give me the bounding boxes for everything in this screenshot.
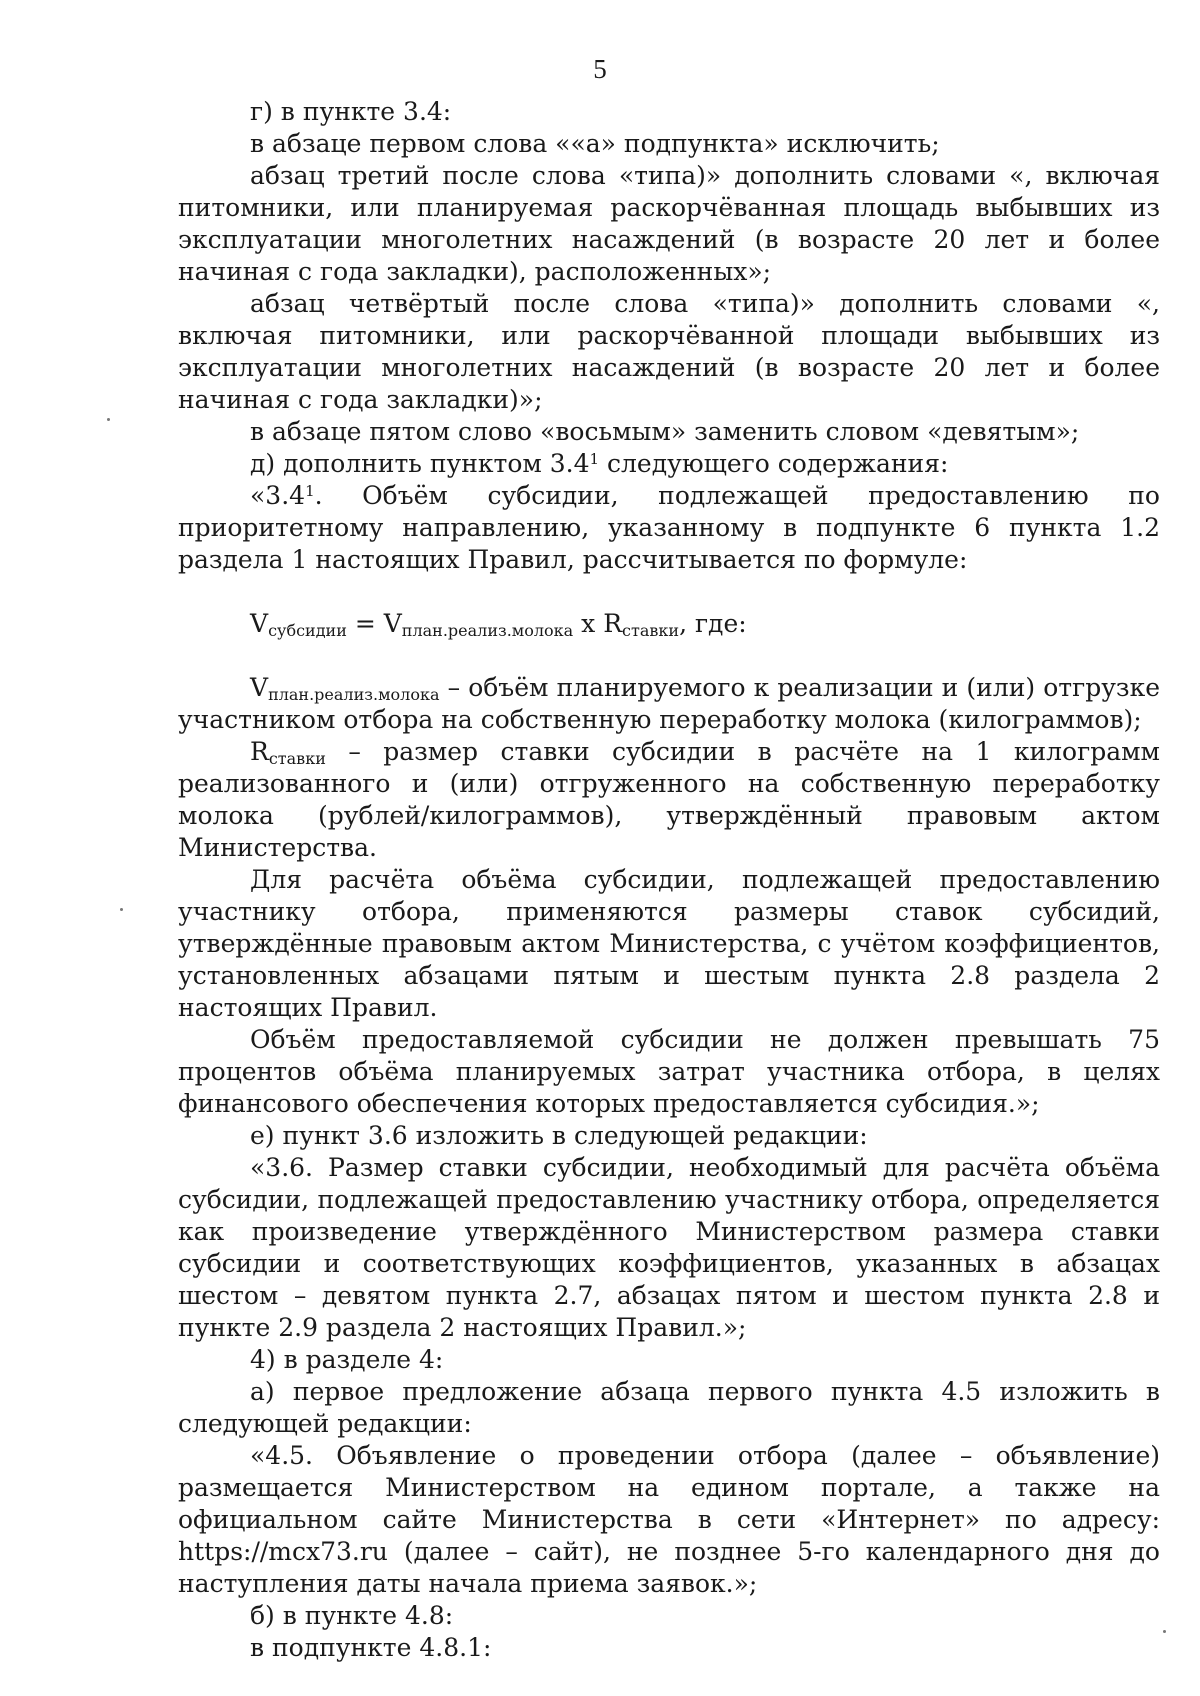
paragraph-d: д) дополнить пунктом $3.4^1$ следующего содержания: (250, 449, 949, 478)
paragraph: г) в пункте 3.4: (250, 97, 452, 126)
paragraph: Для расчёта объёма субсидии, подлежащей предоставлению участнику отбора, применяются размеры ставок субсидий, утверждённые правовым актом Министерства, с учётом коэффициентов, установленных абзацами пятым и шестым пункта 2.8 раздела 2 настоящих Правил. (178, 865, 1160, 1022)
document-body (178, 96, 1160, 1664)
paragraph: Объём предоставляемой субсидии не должен превышать 75 процентов объёма планируемых затрат участника отбора, в целях финансового обеспечения которых предоставляется субсидия.»; (178, 1025, 1160, 1118)
paragraph: в абзаце пятом слово «восьмым» заменить словом «девятым»; (250, 417, 1080, 446)
paragraph: «3.6. Размер ставки субсидии, необходимый для расчёта объёма субсидии, подлежащей предоставлению участнику отбора, определяется как произведение утверждённого Министерством размера ставки субсидии и соответствующих коэффициентов, указанных в абзацах шестом – девятом пункта 2.7, абзацах пятом и шестом пункта 2.8 и пункте 2.9 раздела 2 настоящих Правил.»; (178, 1153, 1160, 1342)
scan-speck (1163, 1630, 1166, 1633)
definition-v: $V_{план.реализ.молока}$ – объём планируемого к реализации и (или) отгрузке участником отбора на собственную переработку молока (килограммов); (178, 673, 1160, 734)
paragraph: «4.5. Объявление о проведении отбора (далее – объявление) размещается Министерством на едином портале, а также на официальном сайте Министерства в сети «Интернет» по адресу: https://mcx73.ru (далее – сайт), не позднее 5-го календарного дня до наступления даты начала приема заявок.»; (178, 1441, 1160, 1598)
scan-speck (107, 418, 110, 421)
paragraph: е) пункт 3.6 изложить в следующей редакции: (250, 1121, 868, 1150)
paragraph: абзац четвёртый после слова «типа)» дополнить словами «, включая питомники, или раскорчёванной площади выбывших из эксплуатации многолетних насаждений (в возрасте 20 лет и более начиная с года закладки)»; (178, 289, 1160, 414)
paragraph: абзац третий после слова «типа)» дополнить словами «, включая питомники, или планируемая раскорчёванная площадь выбывших из эксплуатации многолетних насаждений (в возрасте 20 лет и более начиная с года закладки), расположенных»; (178, 161, 1160, 286)
scan-speck (120, 908, 123, 911)
paragraph: в подпункте 4.8.1: (250, 1633, 492, 1662)
formula: $V_{субсидии} = V_{план.реализ.молока}$ x $R_{ставки}$, где: (250, 609, 747, 640)
paragraph: а) первое предложение абзаца первого пункта 4.5 изложить в следующей редакции: (178, 1377, 1160, 1438)
paragraph-3-4-1: «$3.4^1$. Объём субсидии, подлежащей предоставлению по приоритетному направлению, указанному в подпункте 6 пункта 1.2 раздела 1 настоящих Правил, рассчитывается по формуле: (178, 481, 1160, 574)
page-number: 5 (593, 54, 607, 84)
paragraph: в абзаце первом слова ««а» подпункта» исключить; (250, 129, 940, 158)
definition-r: $R_{ставки}$ – размер ставки субсидии в расчёте на 1 килограмм реализованного и (или) отгруженного на собственную переработку молока (рублей/килограммов), утверждённый правовым актом Министерства. (178, 737, 1160, 862)
paragraph: б) в пункте 4.8: (250, 1601, 454, 1630)
paragraph: 4) в разделе 4: (250, 1345, 444, 1374)
